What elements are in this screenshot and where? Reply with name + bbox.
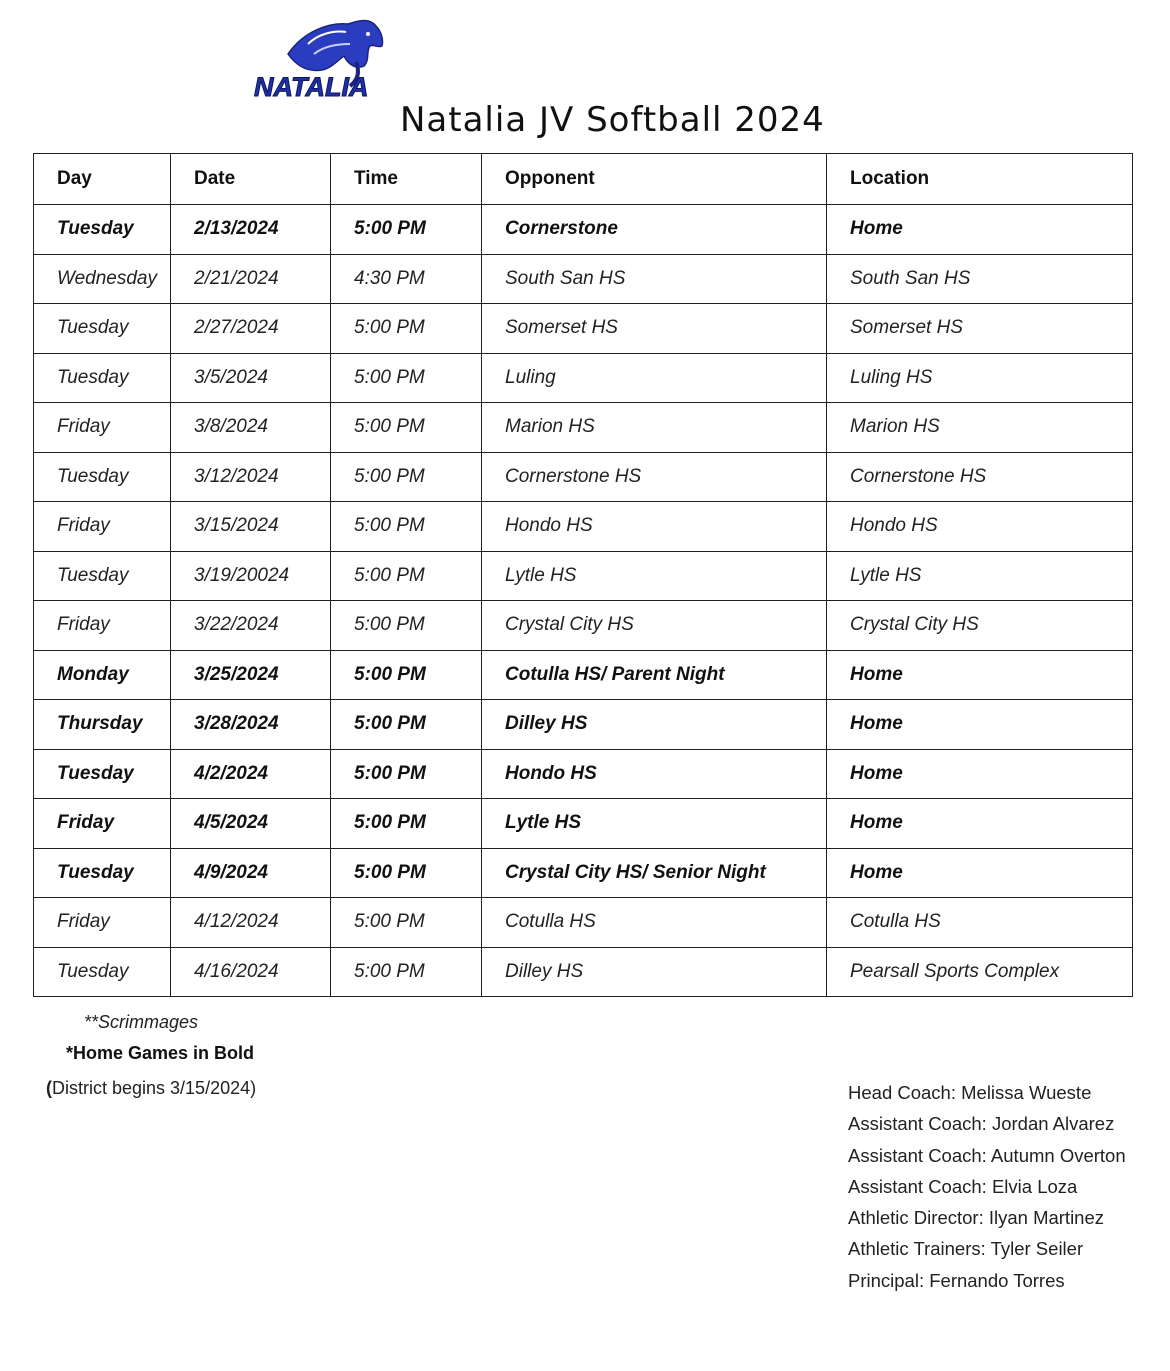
cell-location: Cotulla HS	[827, 898, 1133, 948]
staff-athletic-director: Athletic Director: Ilyan Martinez	[848, 1207, 1105, 1229]
cell-date: 4/9/2024	[171, 848, 331, 898]
cell-date: 3/22/2024	[171, 601, 331, 651]
cell-location: Home	[827, 650, 1133, 700]
staff-list	[848, 1077, 1158, 1296]
cell-time: 5:00 PM	[331, 353, 482, 403]
table-header-row	[34, 154, 1133, 205]
table-row	[34, 304, 1133, 354]
header-opponent: Opponent	[482, 154, 827, 205]
cell-time: 5:00 PM	[331, 700, 482, 750]
staff-head-coach: Head Coach: Melissa Wueste	[848, 1082, 1092, 1103]
cell-time: 5:00 PM	[331, 205, 482, 255]
cell-day: Tuesday	[34, 304, 171, 354]
table-row	[34, 749, 1133, 799]
cell-date: 2/27/2024	[171, 304, 331, 354]
table-row	[34, 848, 1133, 898]
cell-opponent: Cornerstone HS	[482, 452, 827, 502]
cell-location: Somerset HS	[827, 304, 1133, 354]
cell-day: Tuesday	[34, 452, 171, 502]
header-location: Location	[827, 154, 1133, 205]
table-row	[34, 799, 1133, 849]
cell-opponent: Dilley HS	[482, 700, 827, 750]
cell-day: Tuesday	[34, 947, 171, 997]
cell-opponent: South San HS	[482, 254, 827, 304]
cell-opponent: Cotulla HS	[482, 898, 827, 948]
logo-wordmark: NATALIA	[254, 72, 369, 102]
cell-time: 5:00 PM	[331, 304, 482, 354]
cell-date: 2/21/2024	[171, 254, 331, 304]
cell-time: 5:00 PM	[331, 650, 482, 700]
natalia-mustang-logo	[248, 14, 400, 110]
cell-opponent: Hondo HS	[482, 749, 827, 799]
table-row	[34, 254, 1133, 304]
table-row	[34, 551, 1133, 601]
cell-opponent: Somerset HS	[482, 304, 827, 354]
cell-opponent: Marion HS	[482, 403, 827, 453]
cell-date: 4/5/2024	[171, 799, 331, 849]
table-row	[34, 601, 1133, 651]
cell-day: Friday	[34, 403, 171, 453]
cell-day: Thursday	[34, 700, 171, 750]
table-row	[34, 898, 1133, 948]
table-row	[34, 205, 1133, 255]
cell-time: 5:00 PM	[331, 749, 482, 799]
cell-date: 4/16/2024	[171, 947, 331, 997]
header-date: Date	[171, 154, 331, 205]
cell-date: 4/12/2024	[171, 898, 331, 948]
table-row	[34, 452, 1133, 502]
cell-opponent: Luling	[482, 353, 827, 403]
cell-time: 5:00 PM	[331, 452, 482, 502]
cell-opponent: Crystal City HS/ Senior Night	[482, 848, 827, 898]
cell-day: Tuesday	[34, 749, 171, 799]
cell-time: 5:00 PM	[331, 799, 482, 849]
cell-location: South San HS	[827, 254, 1133, 304]
cell-location: Pearsall Sports Complex	[827, 947, 1133, 997]
cell-time: 5:00 PM	[331, 551, 482, 601]
district-note	[46, 1078, 256, 1099]
cell-opponent: Lytle HS	[482, 551, 827, 601]
cell-time: 5:00 PM	[331, 898, 482, 948]
cell-date: 3/5/2024	[171, 353, 331, 403]
cell-day: Tuesday	[34, 551, 171, 601]
cell-location: Home	[827, 205, 1133, 255]
table-row	[34, 947, 1133, 997]
cell-day: Tuesday	[34, 205, 171, 255]
staff-assistant-coach-1: Assistant Coach: Jordan Alvarez	[848, 1113, 1115, 1135]
cell-time: 5:00 PM	[331, 947, 482, 997]
cell-opponent: Crystal City HS	[482, 601, 827, 651]
cell-location: Lytle HS	[827, 551, 1133, 601]
cell-location: Cornerstone HS	[827, 452, 1133, 502]
cell-day: Friday	[34, 799, 171, 849]
cell-day: Monday	[34, 650, 171, 700]
cell-time: 5:00 PM	[331, 502, 482, 552]
staff-principal: Principal: Fernando Torres	[848, 1269, 1065, 1291]
cell-location: Luling HS	[827, 353, 1133, 403]
cell-date: 3/15/2024	[171, 502, 331, 552]
cell-location: Home	[827, 799, 1133, 849]
cell-date: 3/28/2024	[171, 700, 331, 750]
cell-time: 5:00 PM	[331, 601, 482, 651]
cell-opponent: Cotulla HS/ Parent Night	[482, 650, 827, 700]
cell-opponent: Hondo HS	[482, 502, 827, 552]
table-row	[34, 502, 1133, 552]
cell-time: 5:00 PM	[331, 848, 482, 898]
staff-assistant-coach-2: Assistant Coach: Autumn Overton	[848, 1144, 1126, 1166]
cell-date: 3/8/2024	[171, 403, 331, 453]
cell-day: Friday	[34, 898, 171, 948]
staff-assistant-coach-3: Assistant Coach: Elvia Loza	[848, 1175, 1078, 1197]
header-time: Time	[331, 154, 482, 205]
cell-location: Home	[827, 749, 1133, 799]
cell-location: Hondo HS	[827, 502, 1133, 552]
cell-opponent: Dilley HS	[482, 947, 827, 997]
district-text: District begins 3/15/2024)	[52, 1078, 257, 1098]
cell-date: 4/2/2024	[171, 749, 331, 799]
cell-location: Marion HS	[827, 403, 1133, 453]
scrimmages-note: **Scrimmages	[84, 1012, 199, 1032]
table-row	[34, 700, 1133, 750]
table-row	[34, 353, 1133, 403]
schedule-table	[33, 153, 1133, 997]
district-paren: (	[46, 1078, 52, 1098]
table-row	[34, 650, 1133, 700]
staff-athletic-trainers: Athletic Trainers: Tyler Seiler	[848, 1238, 1084, 1260]
page-title: Natalia JV Softball 2024	[400, 100, 825, 140]
cell-location: Home	[827, 700, 1133, 750]
cell-date: 3/25/2024	[171, 650, 331, 700]
cell-time: 4:30 PM	[331, 254, 482, 304]
cell-date: 2/13/2024	[171, 205, 331, 255]
cell-time: 5:00 PM	[331, 403, 482, 453]
cell-day: Friday	[34, 601, 171, 651]
cell-opponent: Cornerstone	[482, 205, 827, 255]
cell-day: Tuesday	[34, 848, 171, 898]
cell-location: Home	[827, 848, 1133, 898]
header-day: Day	[34, 154, 171, 205]
cell-day: Friday	[34, 502, 171, 552]
table-row	[34, 403, 1133, 453]
cell-opponent: Lytle HS	[482, 799, 827, 849]
cell-location: Crystal City HS	[827, 601, 1133, 651]
cell-date: 3/19/20024	[171, 551, 331, 601]
cell-day: Tuesday	[34, 353, 171, 403]
home-games-note: *Home Games in Bold	[66, 1043, 255, 1063]
cell-day: Wednesday	[34, 254, 171, 304]
cell-date: 3/12/2024	[171, 452, 331, 502]
